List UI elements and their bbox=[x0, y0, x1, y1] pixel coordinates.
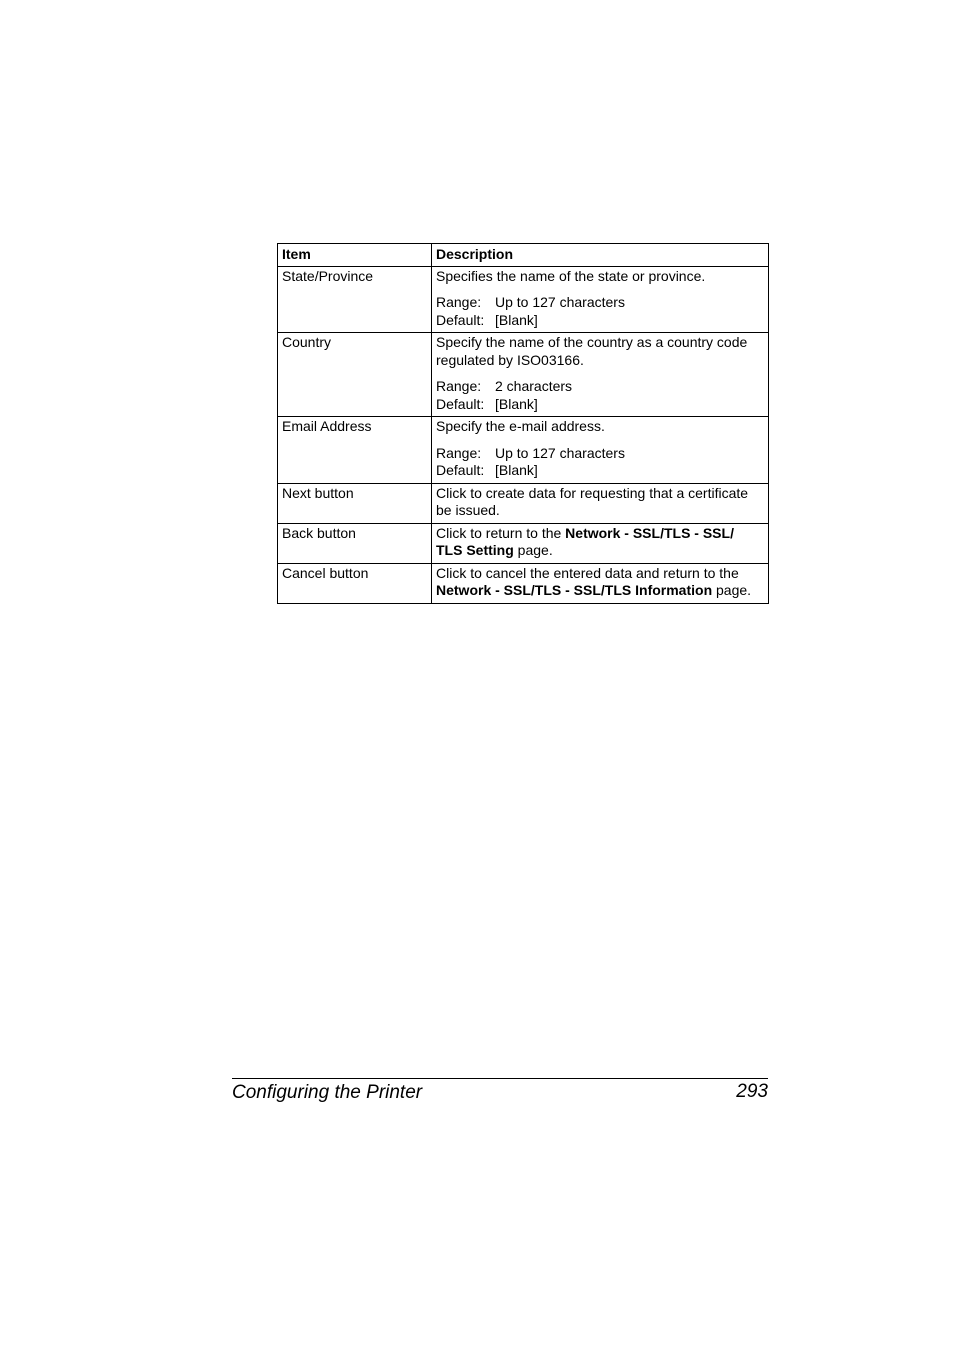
row-item-email-address: Email Address bbox=[278, 417, 432, 484]
page-number: 293 bbox=[736, 1081, 768, 1102]
table-row bbox=[278, 483, 769, 523]
range-value: 2 characters bbox=[495, 378, 573, 394]
range-label: Range: bbox=[436, 378, 482, 394]
table-row bbox=[278, 266, 769, 333]
description-page-reference: Network - SSL/TLS - SSL/TLS Information bbox=[436, 582, 713, 598]
default-value: [Blank] bbox=[495, 395, 538, 412]
description-post: page. bbox=[712, 582, 752, 598]
spec-block bbox=[436, 445, 764, 480]
range-line bbox=[436, 378, 764, 396]
row-description-country bbox=[432, 333, 769, 417]
default-value: [Blank] bbox=[495, 311, 538, 328]
row-item-country: Country bbox=[278, 333, 432, 417]
table-row bbox=[278, 523, 769, 563]
default-label: Default: bbox=[436, 462, 485, 478]
description-post: page. bbox=[513, 542, 553, 558]
table-row bbox=[278, 417, 769, 484]
default-label: Default: bbox=[436, 311, 485, 328]
range-value: Up to 127 characters bbox=[495, 444, 625, 461]
description-text: Specify the e-mail address. bbox=[436, 418, 605, 434]
description-pre: Click to cancel the entered data and return to the bbox=[436, 564, 739, 581]
range-line bbox=[436, 445, 764, 463]
default-line bbox=[436, 462, 764, 480]
table-header-row bbox=[278, 244, 769, 267]
range-label: Range: bbox=[436, 444, 482, 461]
default-line bbox=[436, 312, 764, 330]
row-item-back-button: Back button bbox=[278, 523, 432, 563]
row-description-back-button bbox=[432, 523, 769, 563]
row-description-state-province bbox=[432, 266, 769, 333]
description-text: Click to create data for requesting that a certificate be issued. bbox=[436, 484, 749, 518]
description-text bbox=[436, 525, 764, 560]
description-text: Specify the name of the country as a country code regulated by ISO03166. bbox=[436, 334, 748, 368]
row-item-next-button: Next button bbox=[278, 483, 432, 523]
footer-title: Configuring the Printer bbox=[232, 1082, 423, 1103]
range-line bbox=[436, 294, 764, 312]
description-page-reference: Network - SSL/TLS - SSL/ TLS Setting bbox=[436, 524, 734, 558]
description-text: Specifies the name of the state or province. bbox=[436, 267, 706, 284]
default-line bbox=[436, 396, 764, 414]
header-description: Description bbox=[432, 244, 769, 267]
table-row bbox=[278, 563, 769, 603]
description-text bbox=[436, 565, 764, 600]
description-pre: Click to return to the bbox=[436, 524, 566, 541]
row-description-next-button bbox=[432, 483, 769, 523]
table-row bbox=[278, 333, 769, 417]
spec-block bbox=[436, 294, 764, 329]
row-description-email-address bbox=[432, 417, 769, 484]
default-label: Default: bbox=[436, 395, 485, 412]
footer-divider bbox=[232, 1078, 768, 1079]
range-value: Up to 127 characters bbox=[495, 294, 625, 310]
row-item-state-province: State/Province bbox=[278, 266, 432, 333]
row-item-cancel-button: Cancel button bbox=[278, 563, 432, 603]
settings-description-table bbox=[277, 243, 769, 604]
spec-block bbox=[436, 378, 764, 413]
header-item: Item bbox=[278, 244, 432, 267]
row-description-cancel-button bbox=[432, 563, 769, 603]
range-label: Range: bbox=[436, 294, 482, 310]
default-value: [Blank] bbox=[495, 462, 538, 478]
